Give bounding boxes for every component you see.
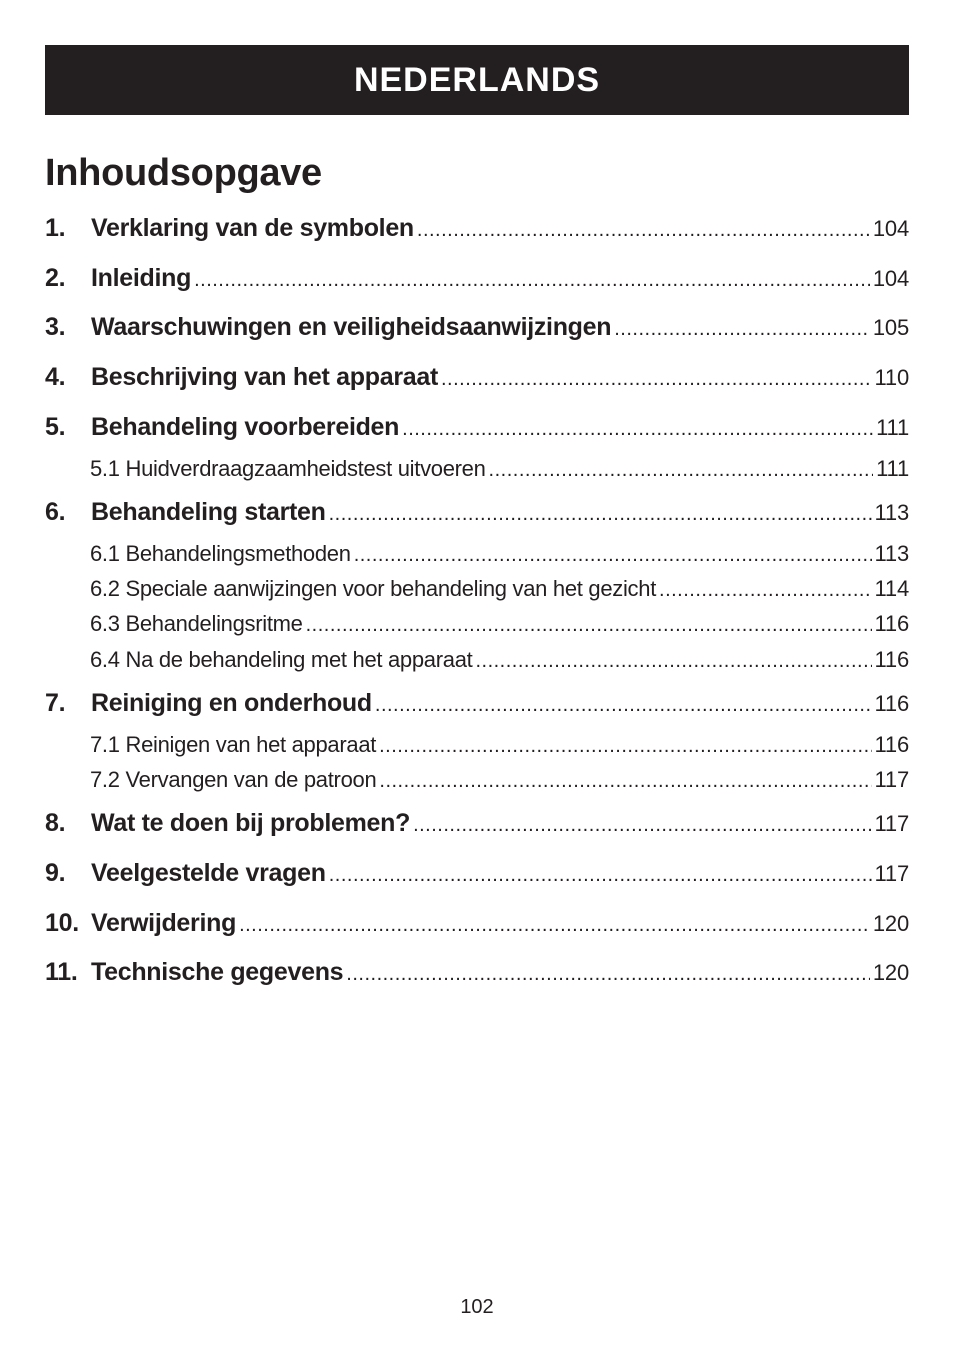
toc-entry-label: Beschrijving van het apparaat xyxy=(91,363,438,391)
dot-leader xyxy=(354,544,872,567)
toc-entry-1[interactable] xyxy=(45,214,909,243)
toc-entry-page: 111 xyxy=(876,456,909,481)
toc-subentry-7-1[interactable] xyxy=(45,732,909,758)
toc-entry-label: Behandeling starten xyxy=(91,498,326,526)
toc-subentry-6-2[interactable] xyxy=(45,576,909,602)
toc-entry-number: 7. xyxy=(45,689,66,717)
dot-leader xyxy=(194,269,870,292)
toc-entry-number: 6. xyxy=(45,498,66,526)
toc-entry-label: Veelgestelde vragen xyxy=(91,859,326,887)
toc-entry-label: Wat te doen bij problemen? xyxy=(91,809,411,837)
toc-entry-number: 4. xyxy=(45,363,66,391)
toc-entry-page: 116 xyxy=(874,647,909,672)
toc-entry-page: 111 xyxy=(876,415,909,440)
dot-leader xyxy=(329,864,872,887)
toc-entry-number: 5. xyxy=(45,413,66,441)
dot-leader xyxy=(489,459,874,482)
toc-entry-label: Verwijdering xyxy=(91,909,237,937)
toc-title: Inhoudsopgave xyxy=(45,152,322,194)
toc-entry-label: Inleiding xyxy=(91,264,192,292)
dot-leader xyxy=(375,694,872,717)
toc-entry-label: 6.4 Na de behandeling met het apparaat xyxy=(90,647,473,672)
toc-entry-page: 105 xyxy=(872,315,909,340)
toc-subentry-6-4[interactable] xyxy=(45,647,909,673)
toc-entry-label: 7.2 Vervangen van de patroon xyxy=(90,767,377,792)
toc-entry-number: 1. xyxy=(45,214,66,242)
toc-entry-4[interactable] xyxy=(45,363,909,392)
toc-entry-label: Technische gegevens xyxy=(91,958,344,986)
toc-entry-label: 6.2 Speciale aanwijzingen voor behandeling van het gezicht xyxy=(90,576,657,601)
toc-entry-number: 3. xyxy=(45,313,66,341)
toc-subentry-5-1[interactable] xyxy=(45,456,909,482)
toc-entry-page: 116 xyxy=(874,611,909,636)
toc-entry-number: 10. xyxy=(45,909,79,937)
toc-entry-label: Reiniging en onderhoud xyxy=(91,689,372,717)
toc-entry-number: 8. xyxy=(45,809,66,837)
toc-entry-number: 11. xyxy=(45,958,78,986)
toc-entry-2[interactable] xyxy=(45,264,909,293)
dot-leader xyxy=(659,579,872,602)
toc-entry-page: 117 xyxy=(874,861,909,886)
toc-entry-10[interactable] xyxy=(45,909,909,938)
language-title: NEDERLANDS xyxy=(353,60,601,99)
toc-entry-page: 113 xyxy=(874,541,909,566)
dot-leader xyxy=(441,368,872,391)
dot-leader xyxy=(379,735,871,758)
toc-entry-5[interactable] xyxy=(45,413,909,442)
toc-entry-11[interactable] xyxy=(45,958,909,987)
dot-leader xyxy=(413,814,871,837)
toc-entry-label: Verklaring van de symbolen xyxy=(91,214,414,242)
toc-entry-6[interactable] xyxy=(45,498,909,527)
toc-subentry-6-3[interactable] xyxy=(45,611,909,637)
toc-entry-page: 114 xyxy=(874,576,909,601)
toc-subentry-7-2[interactable] xyxy=(45,767,909,793)
toc-subentry-6-1[interactable] xyxy=(45,541,909,567)
toc-entry-7[interactable] xyxy=(45,689,909,718)
toc-entry-9[interactable] xyxy=(45,859,909,888)
page-number: 102 xyxy=(460,1296,494,1318)
toc-entry-page: 117 xyxy=(874,767,909,792)
dot-leader xyxy=(417,219,870,242)
dot-leader xyxy=(329,503,872,526)
dot-leader xyxy=(379,770,871,793)
toc-entry-number: 2. xyxy=(45,264,66,292)
dot-leader xyxy=(475,650,871,673)
toc-entry-number: 9. xyxy=(45,859,66,887)
dot-leader xyxy=(239,914,870,937)
toc-entry-page: 116 xyxy=(874,691,909,716)
toc-entry-page: 120 xyxy=(872,911,909,936)
toc-entry-page: 117 xyxy=(874,811,909,836)
toc-entry-page: 104 xyxy=(872,266,909,291)
dot-leader xyxy=(614,318,870,341)
toc-entry-label: 7.1 Reinigen van het apparaat xyxy=(90,732,377,757)
dot-leader xyxy=(346,963,870,986)
table-of-contents xyxy=(45,0,909,1345)
toc-entry-page: 104 xyxy=(872,216,909,241)
toc-entry-page: 120 xyxy=(872,960,909,985)
toc-entry-3[interactable] xyxy=(45,313,909,342)
toc-entry-page: 110 xyxy=(874,365,909,390)
toc-entry-label: 5.1 Huidverdraagzaamheidstest uitvoeren xyxy=(90,456,486,481)
toc-entry-label: 6.1 Behandelingsmethoden xyxy=(90,541,351,566)
dot-leader xyxy=(402,418,873,441)
toc-entry-8[interactable] xyxy=(45,809,909,838)
toc-entry-label: 6.3 Behandelingsritme xyxy=(90,611,303,636)
toc-entry-page: 116 xyxy=(874,732,909,757)
dot-leader xyxy=(306,614,872,637)
toc-entry-label: Behandeling voorbereiden xyxy=(91,413,400,441)
toc-entry-page: 113 xyxy=(874,500,909,525)
toc-entry-label: Waarschuwingen en veiligheidsaanwijzingen xyxy=(91,313,612,341)
